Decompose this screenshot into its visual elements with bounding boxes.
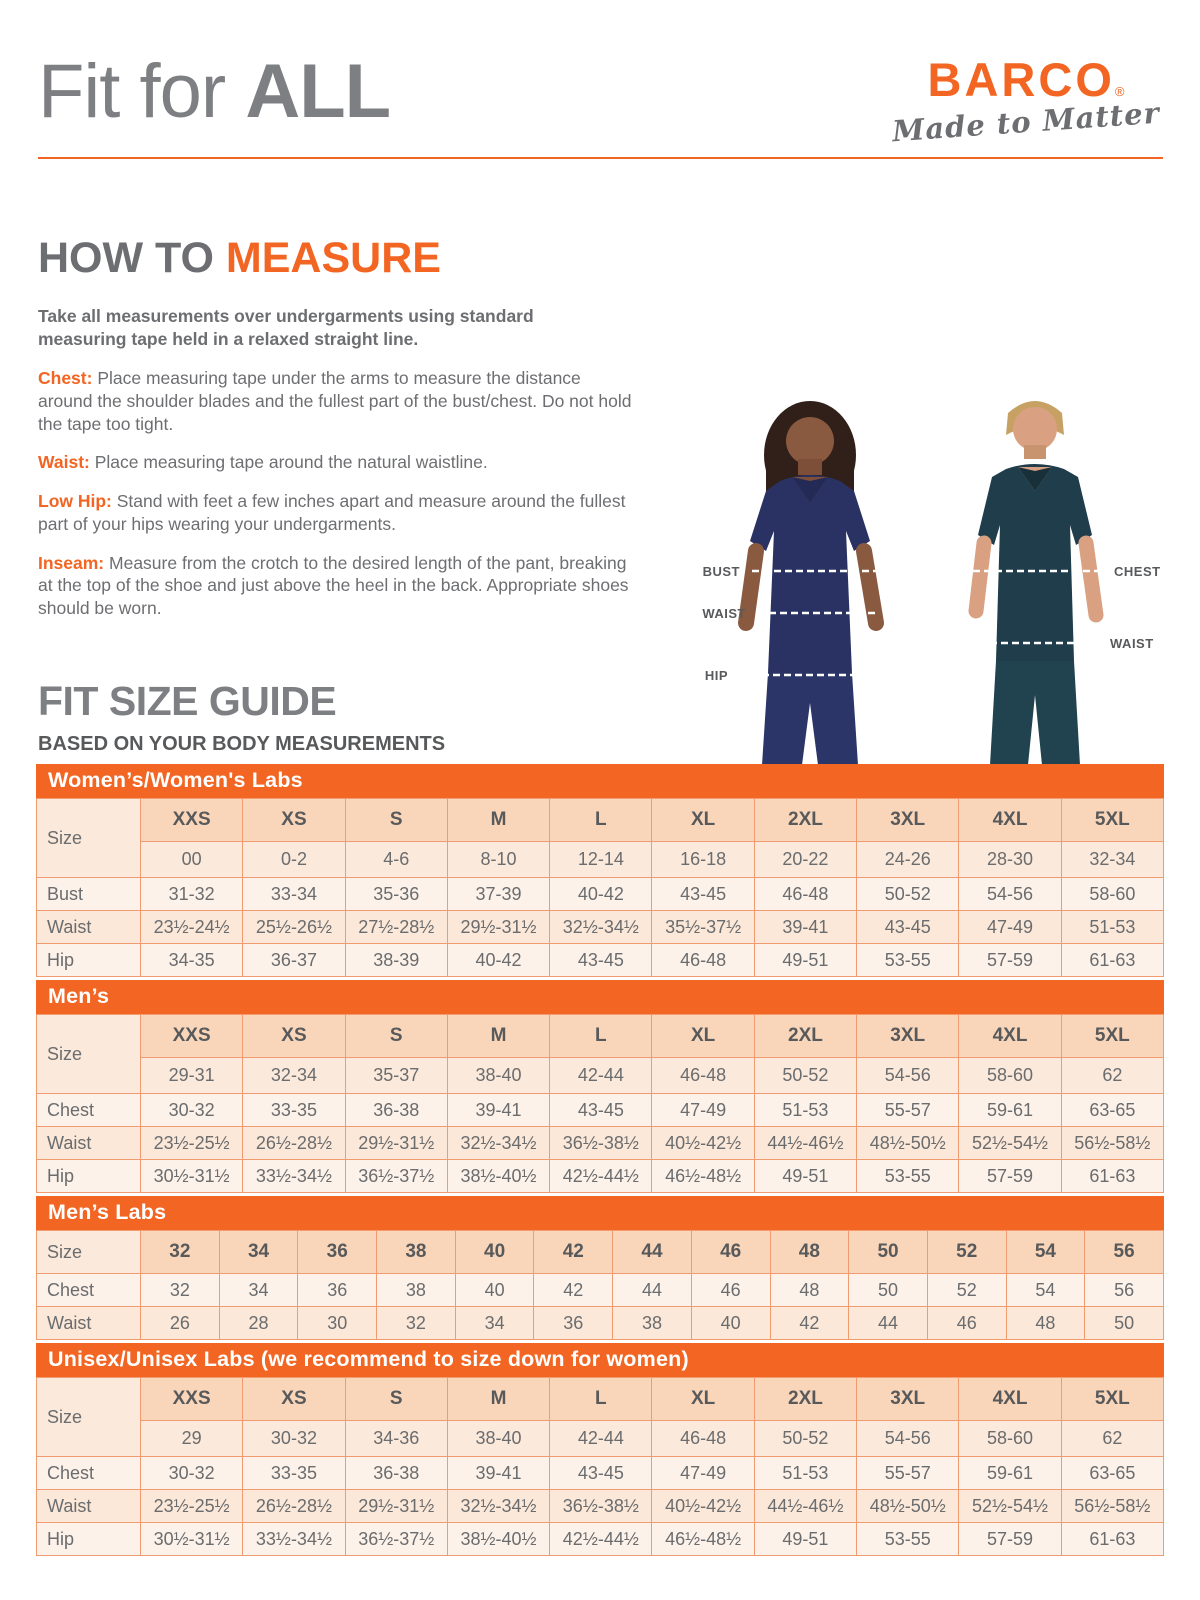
row-label: Waist (37, 911, 141, 944)
how-to-measure-section (38, 234, 638, 620)
table-cell: 27½-28½ (345, 911, 447, 944)
table-cell: 33-35 (243, 1457, 345, 1490)
table-cell: 29½-31½ (345, 1490, 447, 1523)
table-cell: 46½-48½ (652, 1523, 754, 1556)
registered-mark-icon: ® (1114, 84, 1125, 99)
table-cell: 57-59 (959, 1523, 1061, 1556)
column-header: M (447, 799, 549, 842)
table-cell: 36½-38½ (550, 1127, 652, 1160)
fit-size-guide-title: FIT SIZE GUIDE (38, 678, 337, 724)
table-cell: 54-56 (857, 1421, 959, 1457)
table-cell: 42-44 (550, 1058, 652, 1094)
table-cell: 55-57 (857, 1457, 959, 1490)
table-cell: 29½-31½ (345, 1127, 447, 1160)
table-cell: 53-55 (857, 1523, 959, 1556)
table-cell: 32½-34½ (447, 1127, 549, 1160)
hip-label: HIP (704, 668, 728, 683)
numeric-size-row (37, 1421, 1164, 1457)
page-title-bold: ALL (245, 49, 391, 134)
table-cell: 28-30 (959, 842, 1061, 878)
numeric-size-row (37, 1058, 1164, 1094)
measure-item-label: Chest: (38, 368, 93, 389)
row-label: Waist (37, 1127, 141, 1160)
table-cell: 56½-58½ (1061, 1490, 1163, 1523)
table-cell: 30½-31½ (141, 1523, 243, 1556)
column-header: 38 (377, 1231, 456, 1274)
header-row (37, 1015, 1164, 1058)
table-cell: 33½-34½ (243, 1523, 345, 1556)
table-cell: 52½-54½ (959, 1127, 1061, 1160)
table-cell: 49-51 (754, 1160, 856, 1193)
table-cell: 40-42 (447, 944, 549, 977)
column-header: XL (652, 1378, 754, 1421)
numeric-size-row (37, 842, 1164, 878)
size-table (36, 1230, 1164, 1340)
column-header: XL (652, 1015, 754, 1058)
table-cell: 36½-37½ (345, 1523, 447, 1556)
table-cell: 39-41 (754, 911, 856, 944)
man-waist-label: WAIST (1110, 636, 1154, 651)
table-cell: 57-59 (959, 1160, 1061, 1193)
measure-item-label: Low Hip: (38, 491, 112, 512)
bust-label: BUST (702, 564, 740, 579)
table-cell: 30-32 (243, 1421, 345, 1457)
fit-size-guide-subtitle: BASED ON YOUR BODY MEASUREMENTS (38, 733, 446, 755)
column-header: 4XL (959, 1015, 1061, 1058)
brand-wordmark: BARCO® (927, 53, 1125, 106)
column-header: 4XL (959, 799, 1061, 842)
table-cell: 30-32 (141, 1457, 243, 1490)
column-header: 50 (849, 1231, 928, 1274)
table-cell: 52½-54½ (959, 1490, 1061, 1523)
measure-item-text: Stand with feet a few inches apart and measure around the fullest part of your hips wearing your undergarments. (38, 491, 626, 534)
column-header: 36 (298, 1231, 377, 1274)
column-header: L (550, 799, 652, 842)
table-cell: 57-59 (959, 944, 1061, 977)
table-cell: 38 (613, 1307, 692, 1340)
column-header: XS (243, 1015, 345, 1058)
table-cell: 42 (534, 1274, 613, 1307)
table-cell: 46½-48½ (652, 1160, 754, 1193)
table-cell: 49-51 (754, 1523, 856, 1556)
table-cell: 39-41 (447, 1457, 549, 1490)
column-header: L (550, 1378, 652, 1421)
table-cell: 43-45 (652, 878, 754, 911)
table-cell: 43-45 (550, 1457, 652, 1490)
table-cell: 42-44 (550, 1421, 652, 1457)
table-row (37, 1274, 1164, 1307)
row-label: Chest (37, 1274, 141, 1307)
table-cell: 30 (298, 1307, 377, 1340)
table-cell: 23½-24½ (141, 911, 243, 944)
table-cell: 28 (219, 1307, 298, 1340)
table-cell: 32 (141, 1274, 220, 1307)
table-cell: 46 (691, 1274, 770, 1307)
page-title-light: Fit for (38, 49, 246, 134)
column-header: XL (652, 799, 754, 842)
column-header: 54 (1006, 1231, 1085, 1274)
table-cell: 23½-25½ (141, 1490, 243, 1523)
table-cell: 20-22 (754, 842, 856, 878)
measure-item-text: Place measuring tape around the natural waistline. (89, 452, 488, 473)
column-header: 4XL (959, 1378, 1061, 1421)
table-cell: 36-38 (345, 1094, 447, 1127)
column-header: 40 (455, 1231, 534, 1274)
table-cell: 38½-40½ (447, 1523, 549, 1556)
table-cell: 38-40 (447, 1058, 549, 1094)
table-cell: 34 (219, 1274, 298, 1307)
table-cell: 58-60 (959, 1421, 1061, 1457)
column-header: XS (243, 1378, 345, 1421)
table-cell: 34 (455, 1307, 534, 1340)
row-label: Bust (37, 878, 141, 911)
column-header: 2XL (754, 799, 856, 842)
row-label: Hip (37, 944, 141, 977)
table-cell: 34-35 (141, 944, 243, 977)
table-cell: 63-65 (1061, 1457, 1163, 1490)
table-cell: 40-42 (550, 878, 652, 911)
table-cell: 50-52 (857, 878, 959, 911)
table-row (37, 878, 1164, 911)
barco-logo (891, 53, 1161, 149)
table-cell: 12-14 (550, 842, 652, 878)
table-cell: 32-34 (1061, 842, 1163, 878)
row-label: Hip (37, 1523, 141, 1556)
table-cell: 44 (849, 1307, 928, 1340)
table-cell: 47-49 (652, 1094, 754, 1127)
table-cell: 53-55 (857, 944, 959, 977)
table-cell: 8-10 (447, 842, 549, 878)
table-cell: 61-63 (1061, 944, 1163, 977)
table-cell: 36½-38½ (550, 1490, 652, 1523)
table-cell: 38 (377, 1274, 456, 1307)
table-cell: 54-56 (959, 878, 1061, 911)
table-cell: 35-37 (345, 1058, 447, 1094)
column-header: 34 (219, 1231, 298, 1274)
table-cell: 0-2 (243, 842, 345, 878)
table-cell: 35-36 (345, 878, 447, 911)
measure-item (38, 367, 633, 435)
header-row (37, 1378, 1164, 1421)
table-cell: 42½-44½ (550, 1160, 652, 1193)
table-row (37, 911, 1164, 944)
table-section-title: Women’s/Women's Labs (36, 764, 1164, 798)
table-cell: 36-38 (345, 1457, 447, 1490)
measure-item-label: Waist: (38, 452, 90, 473)
column-header: 52 (927, 1231, 1006, 1274)
table-cell: 39-41 (447, 1094, 549, 1127)
table-row (37, 1490, 1164, 1523)
table-row (37, 1307, 1164, 1340)
column-header: S (345, 799, 447, 842)
table-cell: 59-61 (959, 1457, 1061, 1490)
column-header: 3XL (857, 799, 959, 842)
table-cell: 36½-37½ (345, 1160, 447, 1193)
column-header: XXS (141, 1378, 243, 1421)
table-cell: 32½-34½ (550, 911, 652, 944)
table-cell: 50-52 (754, 1421, 856, 1457)
table-cell: 32 (377, 1307, 456, 1340)
table-cell: 29 (141, 1421, 243, 1457)
table-cell: 32½-34½ (447, 1490, 549, 1523)
row-label: Chest (37, 1094, 141, 1127)
table-cell: 38-39 (345, 944, 447, 977)
measure-item (38, 490, 633, 536)
column-header: XS (243, 799, 345, 842)
table-row (37, 1523, 1164, 1556)
table-cell: 53-55 (857, 1160, 959, 1193)
table-cell: 43-45 (550, 944, 652, 977)
measure-instructions (38, 367, 638, 620)
table-cell: 58-60 (1061, 878, 1163, 911)
table-cell: 50 (849, 1274, 928, 1307)
table-cell: 31-32 (141, 878, 243, 911)
table-cell: 54-56 (857, 1058, 959, 1094)
table-cell: 4-6 (345, 842, 447, 878)
table-cell: 51-53 (754, 1457, 856, 1490)
size-corner-label: Size (37, 1231, 141, 1274)
table-cell: 51-53 (1061, 911, 1163, 944)
measure-item-text: Place measuring tape under the arms to measure the distance around the shoulder blades and the fullest part of the bust/chest. Do not hold the tape too tight. (38, 368, 632, 434)
table-cell: 29-31 (141, 1058, 243, 1094)
table-cell: 35½-37½ (652, 911, 754, 944)
table-cell: 30-32 (141, 1094, 243, 1127)
table-section-title: Men’s Labs (36, 1196, 1164, 1230)
table-cell: 50 (1085, 1307, 1164, 1340)
chest-label: CHEST (1114, 564, 1161, 579)
size-tables (36, 764, 1164, 1559)
table-cell: 59-61 (959, 1094, 1061, 1127)
table-cell: 26½-28½ (243, 1490, 345, 1523)
table-cell: 30½-31½ (141, 1160, 243, 1193)
table-cell: 56½-58½ (1061, 1127, 1163, 1160)
column-header: 5XL (1061, 799, 1163, 842)
header-divider (38, 157, 1163, 159)
size-table (36, 1377, 1164, 1556)
table-cell: 37-39 (447, 878, 549, 911)
how-to-measure-title: HOW TO MEASURE (38, 234, 441, 282)
brand-tagline: Made to Matter (891, 95, 1161, 149)
table-cell: 33-34 (243, 878, 345, 911)
size-corner-label: Size (37, 1015, 141, 1094)
column-header: 5XL (1061, 1378, 1163, 1421)
table-cell: 23½-25½ (141, 1127, 243, 1160)
table-section-title: Men’s (36, 980, 1164, 1014)
table-cell: 63-65 (1061, 1094, 1163, 1127)
table-cell: 38-40 (447, 1421, 549, 1457)
row-label: Chest (37, 1457, 141, 1490)
column-header: XXS (141, 799, 243, 842)
column-header: 2XL (754, 1015, 856, 1058)
table-cell: 40½-42½ (652, 1490, 754, 1523)
table-cell: 33½-34½ (243, 1160, 345, 1193)
column-header: M (447, 1015, 549, 1058)
table-row (37, 1160, 1164, 1193)
table-cell: 46-48 (652, 1421, 754, 1457)
table-cell: 46 (927, 1307, 1006, 1340)
table-cell: 43-45 (857, 911, 959, 944)
column-header: L (550, 1015, 652, 1058)
table-cell: 26½-28½ (243, 1127, 345, 1160)
table-cell: 33-35 (243, 1094, 345, 1127)
table-cell: 47-49 (652, 1457, 754, 1490)
table-cell: 25½-26½ (243, 911, 345, 944)
measure-intro: Take all measurements over undergarments using standard measuring tape held in a relaxed straight line. (38, 306, 534, 350)
mens-table-section (36, 980, 1164, 1193)
table-row (37, 944, 1164, 977)
table-cell: 50-52 (754, 1058, 856, 1094)
column-header: S (345, 1015, 447, 1058)
mens-labs-table-section (36, 1196, 1164, 1340)
models-photo (640, 383, 1165, 765)
table-cell: 47-49 (959, 911, 1061, 944)
column-header: 3XL (857, 1378, 959, 1421)
table-cell: 61-63 (1061, 1160, 1163, 1193)
table-cell: 61-63 (1061, 1523, 1163, 1556)
table-cell: 40½-42½ (652, 1127, 754, 1160)
measure-item (38, 451, 633, 474)
table-cell: 43-45 (550, 1094, 652, 1127)
table-cell: 48 (1006, 1307, 1085, 1340)
column-header: 3XL (857, 1015, 959, 1058)
column-header: M (447, 1378, 549, 1421)
table-cell: 40 (691, 1307, 770, 1340)
table-cell: 40 (455, 1274, 534, 1307)
table-cell: 62 (1061, 1421, 1163, 1457)
table-cell: 34-36 (345, 1421, 447, 1457)
measure-item (38, 552, 633, 620)
table-row (37, 1127, 1164, 1160)
table-cell: 42 (770, 1307, 849, 1340)
header-row (37, 799, 1164, 842)
size-corner-label: Size (37, 1378, 141, 1457)
table-cell: 38½-40½ (447, 1160, 549, 1193)
woman-waist-label: WAIST (702, 606, 746, 621)
table-cell: 36-37 (243, 944, 345, 977)
table-cell: 44½-46½ (754, 1127, 856, 1160)
table-cell: 24-26 (857, 842, 959, 878)
table-cell: 00 (141, 842, 243, 878)
table-cell: 36 (534, 1307, 613, 1340)
table-cell: 48 (770, 1274, 849, 1307)
column-header: XXS (141, 1015, 243, 1058)
table-cell: 48½-50½ (857, 1490, 959, 1523)
table-cell: 32-34 (243, 1058, 345, 1094)
table-cell: 16-18 (652, 842, 754, 878)
table-section-title: Unisex/Unisex Labs (we recommend to size down for women) (36, 1343, 1164, 1377)
models-illustration (640, 383, 1165, 765)
table-cell: 56 (1085, 1274, 1164, 1307)
woman-figure (746, 401, 876, 765)
column-header: 42 (534, 1231, 613, 1274)
header-row (37, 1231, 1164, 1274)
column-header: 5XL (1061, 1015, 1163, 1058)
womens-table-section (36, 764, 1164, 977)
size-corner-label: Size (37, 799, 141, 878)
column-header: 44 (613, 1231, 692, 1274)
table-cell: 52 (927, 1274, 1006, 1307)
man-figure (976, 401, 1096, 765)
table-cell: 51-53 (754, 1094, 856, 1127)
table-cell: 62 (1061, 1058, 1163, 1094)
column-header: 32 (141, 1231, 220, 1274)
measure-item-text: Measure from the crotch to the desired length of the pant, breaking at the top of the shoe and just above the heel in the back. Appropriate shoes should be worn. (38, 552, 629, 619)
column-header: 46 (691, 1231, 770, 1274)
column-header: 48 (770, 1231, 849, 1274)
table-cell: 54 (1006, 1274, 1085, 1307)
page-title (38, 48, 390, 135)
table-cell: 44½-46½ (754, 1490, 856, 1523)
table-cell: 49-51 (754, 944, 856, 977)
table-cell: 46-48 (652, 1058, 754, 1094)
table-cell: 48½-50½ (857, 1127, 959, 1160)
row-label: Hip (37, 1160, 141, 1193)
column-header: 2XL (754, 1378, 856, 1421)
table-cell: 42½-44½ (550, 1523, 652, 1556)
table-cell: 46-48 (754, 878, 856, 911)
table-cell: 26 (141, 1307, 220, 1340)
size-table (36, 798, 1164, 977)
row-label: Waist (37, 1307, 141, 1340)
table-cell: 46-48 (652, 944, 754, 977)
table-cell: 36 (298, 1274, 377, 1307)
table-row (37, 1094, 1164, 1127)
table-cell: 29½-31½ (447, 911, 549, 944)
table-cell: 44 (613, 1274, 692, 1307)
column-header: 56 (1085, 1231, 1164, 1274)
table-cell: 58-60 (959, 1058, 1061, 1094)
column-header: S (345, 1378, 447, 1421)
table-row (37, 1457, 1164, 1490)
measure-item-label: Inseam: (38, 552, 105, 573)
row-label: Waist (37, 1490, 141, 1523)
table-cell: 55-57 (857, 1094, 959, 1127)
size-table (36, 1014, 1164, 1193)
unisex-table-section (36, 1343, 1164, 1556)
